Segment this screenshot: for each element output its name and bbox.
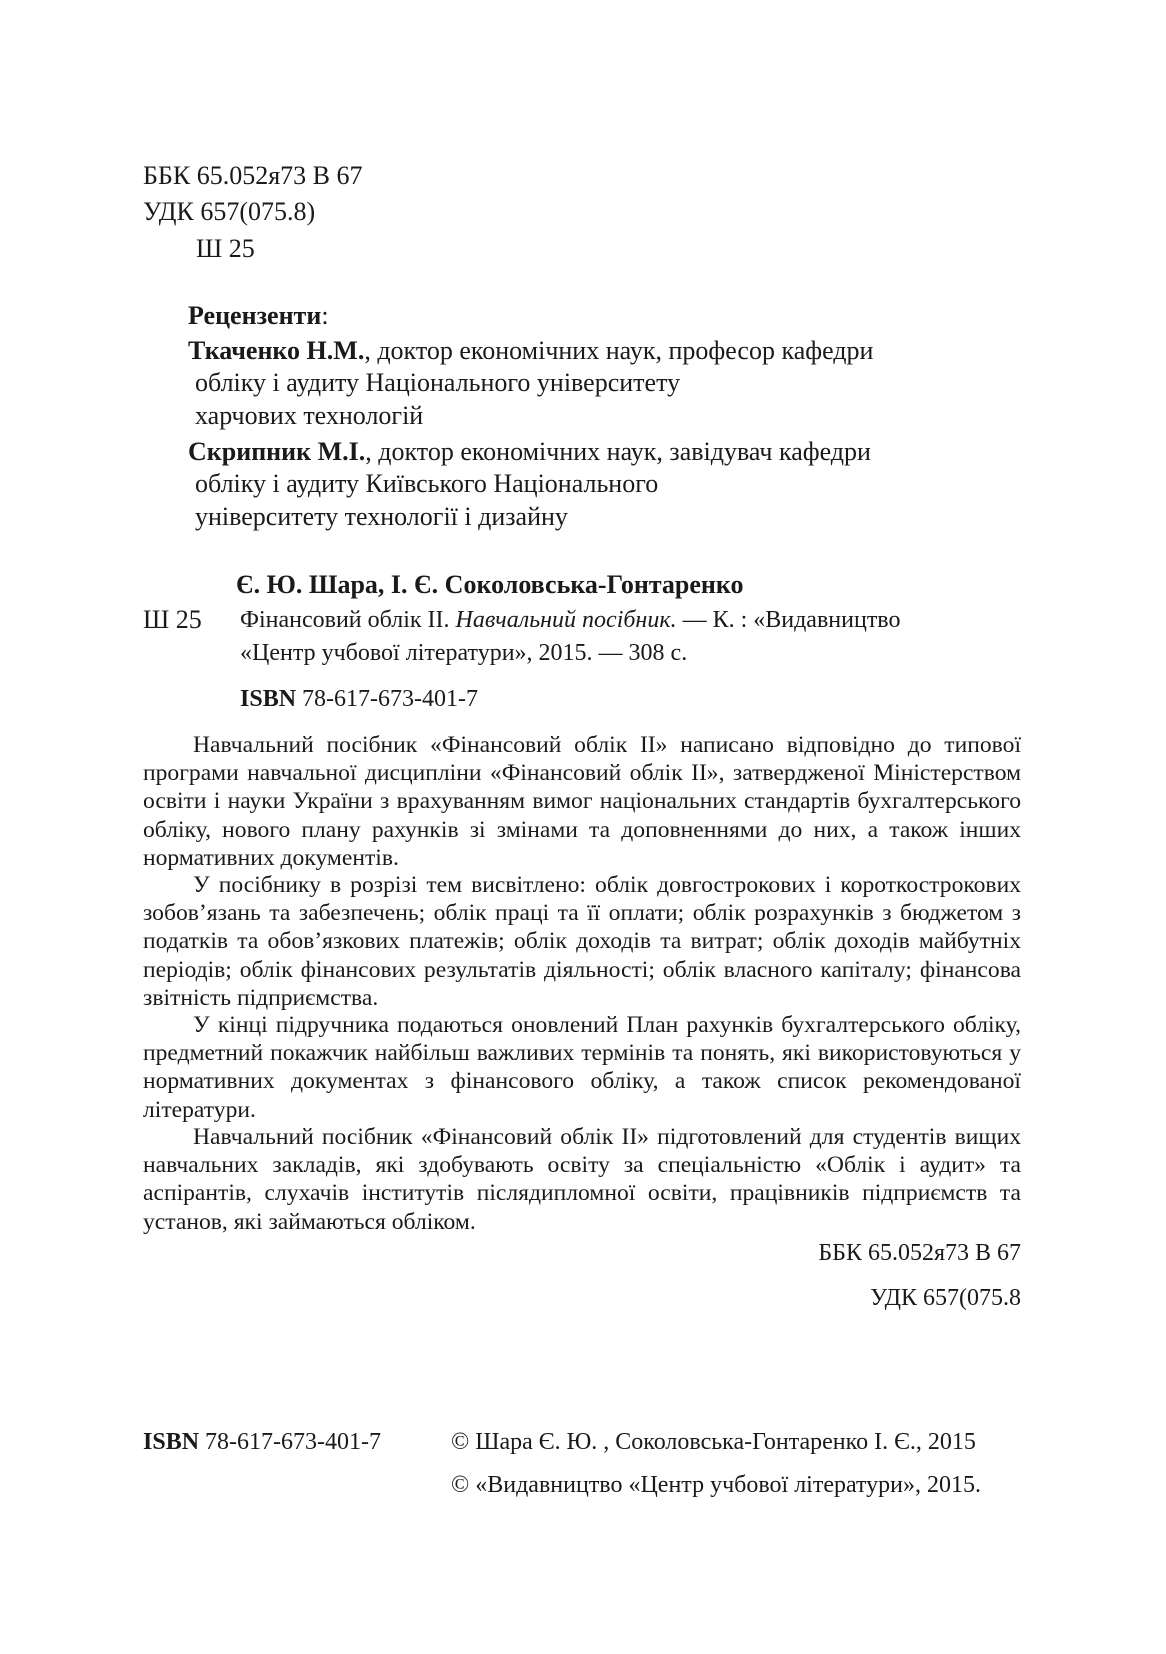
reviewer-2-title: , доктор економічних наук, завідувач кафедри (365, 437, 871, 466)
reviewer-1-title: , доктор економічних наук, професор кафедри (364, 336, 874, 365)
udk-code-bottom: УДК 657(075.8 (870, 1285, 1021, 1311)
author-mark-top: Ш 25 (196, 234, 255, 263)
udk-code-top: УДК 657(075.8) (143, 197, 316, 226)
isbn-bib-label: ISBN (240, 686, 297, 712)
reviewer-1-line-2: обліку і аудиту Національного університету (195, 368, 681, 397)
reviewers-heading-text: Рецензенти (188, 301, 322, 330)
reviewer-2-name: Скрипник М.І. (188, 437, 366, 466)
book-title: Фінансовий облік ІІ. (240, 607, 450, 633)
imprint-part-2: «Центр учбової літератури», 2015. — 308 с. (240, 640, 688, 666)
reviewer-2-line-3: університету технології і дизайну (195, 502, 568, 531)
author-mark-bib: Ш 25 (143, 605, 202, 634)
copyright-authors: © Шара Є. Ю. , Соколовська-Гонтаренко І. Є., 2015 (451, 1429, 976, 1455)
bib-line-1 (240, 606, 900, 634)
book-subtitle: Навчальний посібник. (455, 607, 677, 633)
bbk-code-top: ББК 65.052я73 В 67 (143, 161, 363, 190)
reviewer-1-line-3: харчових технологій (195, 401, 424, 430)
isbn-footer (143, 1428, 381, 1456)
abstract-paragraph-1: Навчальний посібник «Фінансовий облік ІІ» написано відповідно до типової програми навчальної дисципліни «Фінансовий облік ІІ», затвердженої Міністерством освіти і науки України з врахуванням вимог національних стандартів бухгалтерського обліку, нового плану рахунків зі змінами та доповненнями до них, а також інших нормативних документів. (143, 732, 1021, 871)
reviewers-heading (188, 301, 329, 331)
abstract-paragraph-4: Навчальний посібник «Фінансовий облік ІІ» підготовлений для студентів вищих навчальних закладів, які здобувають освіту за спеціальністю «Облік і аудит» та аспірантів, слухачів інститутів післядипломної освіти, працівників підприємств та установ, які займаються обліком. (143, 1124, 1021, 1235)
reviewer-2-line-2: обліку і аудиту Київського Національного (195, 469, 659, 498)
copyright-publisher: © «Видавництво «Центр учбової літератури», 2015. (451, 1472, 982, 1498)
bbk-code-bottom: ББК 65.052я73 В 67 (818, 1240, 1021, 1266)
imprint-part-1: — К. : «Видавництво (682, 607, 901, 633)
book-authors: Є. Ю. Шара, І. Є. Соколовська-Гонтаренко (236, 570, 744, 599)
abstract-paragraph-3: У кінці підручника подаються оновлений План рахунків бухгалтерського обліку, предметний покажчик найбільш важливих термінів та понять, які використовуються у нормативних документах з фінансового обліку, а також список рекомендованої літератури. (143, 1012, 1021, 1123)
reviewer-2-line-1 (188, 437, 871, 467)
isbn-footer-label: ISBN (143, 1429, 200, 1455)
abstract-paragraph-2: У посібнику в розрізі тем висвітлено: облік довгострокових і короткострокових зобов’язань та забезпечень; облік праці та її оплати; облік розрахунків з бюджетом з податків та обов’язкових платежів; облік доходів та витрат; облік доходів майбутніх періодів; облік фінансових результатів діяльності; облік власного капіталу; фінансова звітність підприємства. (143, 872, 1021, 1011)
reviewer-1-line-1 (188, 336, 873, 366)
isbn-bib-value: 78-617-673-401-7 (302, 686, 478, 712)
isbn-footer-value: 78-617-673-401-7 (205, 1429, 381, 1455)
reviewer-1-name: Ткаченко Н.М. (188, 336, 365, 365)
isbn-bib (240, 685, 478, 713)
reviewers-heading-colon: : (321, 301, 329, 330)
